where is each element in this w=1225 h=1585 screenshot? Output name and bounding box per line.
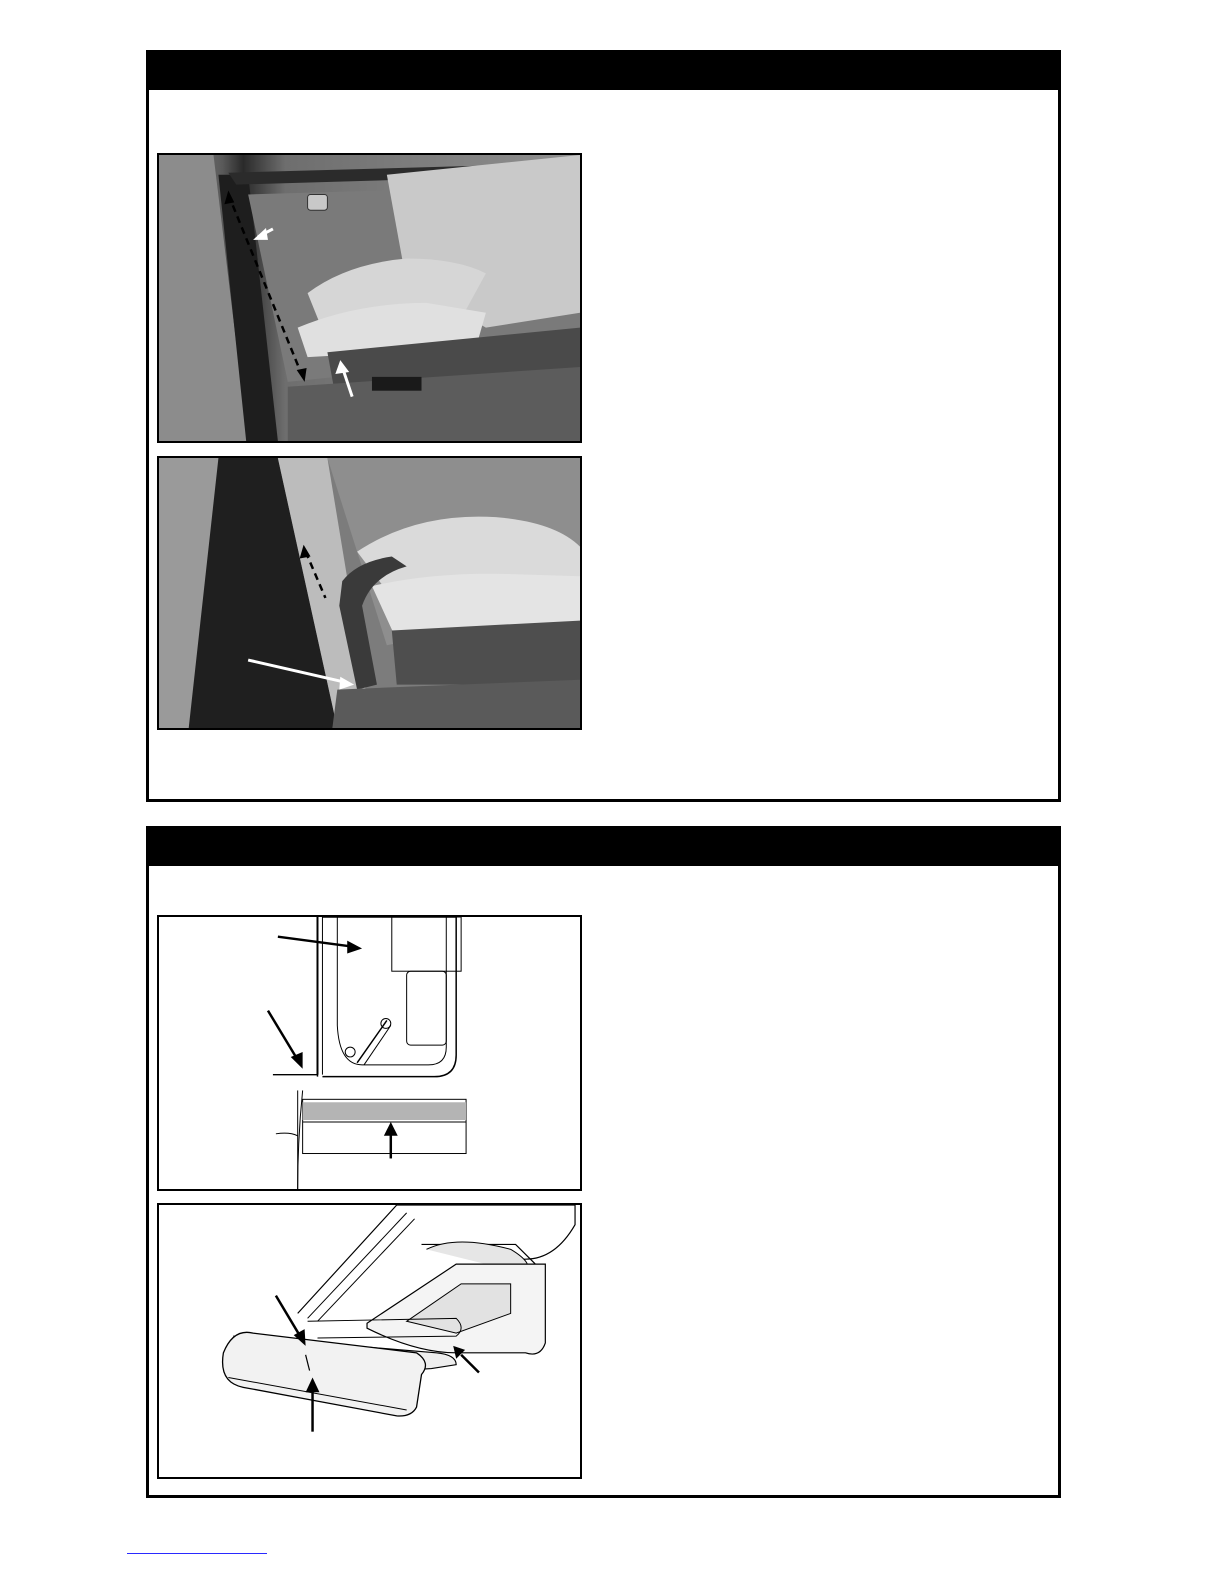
photo-2-graphic: [159, 458, 580, 728]
drawing-2-graphic: [159, 1205, 580, 1477]
drawing-1-graphic: [159, 917, 580, 1189]
photo-seal-strip-application: [157, 153, 582, 443]
drawing-tailgate-corner: [157, 915, 582, 1191]
instruction-panel-1: [146, 50, 1061, 802]
footer-link-underline[interactable]: [127, 1553, 267, 1554]
panel-1-header: [149, 53, 1058, 90]
photo-1-graphic: [159, 155, 580, 441]
photo-end-seal-pressing: [157, 456, 582, 730]
drawing-tailgate-seal-iso: [157, 1203, 582, 1479]
instruction-panel-2: [146, 826, 1061, 1498]
panel-2-header: [149, 829, 1058, 866]
